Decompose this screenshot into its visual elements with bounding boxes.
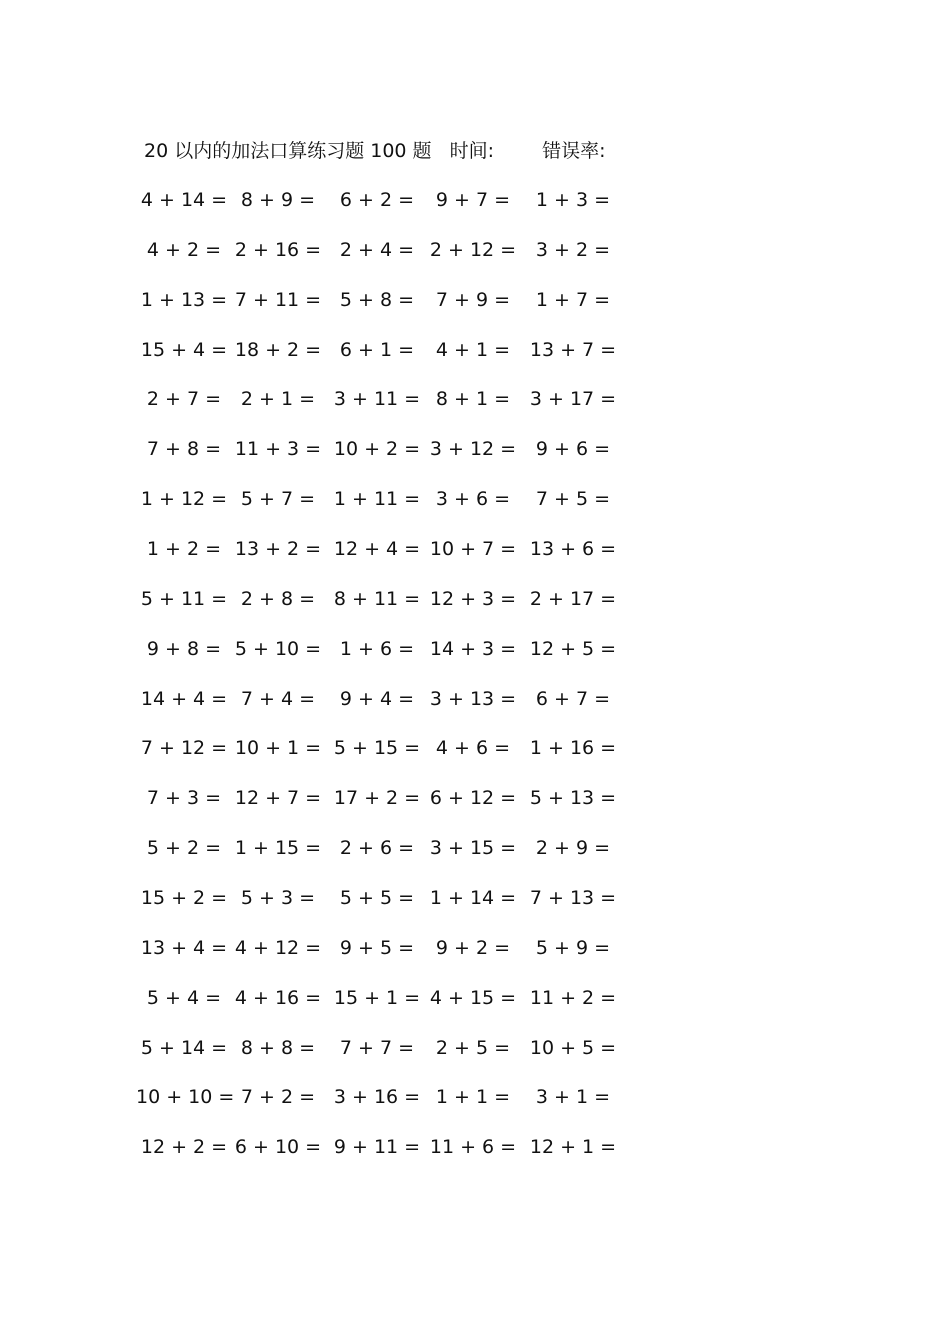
addition-problem: 7 + 9 = bbox=[435, 288, 511, 311]
addition-problem: 2 + 5 = bbox=[435, 1036, 511, 1059]
addition-problem: 7 + 7 = bbox=[339, 1036, 415, 1059]
addition-problem: 12 + 2 = bbox=[140, 1136, 228, 1159]
addition-problem: 14 + 4 = bbox=[140, 687, 228, 710]
addition-problem: 7 + 8 = bbox=[146, 438, 222, 461]
addition-problem: 11 + 2 = bbox=[529, 986, 617, 1009]
error-rate-label: 错误率: bbox=[542, 140, 606, 162]
addition-problem: 11 + 6 = bbox=[429, 1136, 517, 1159]
addition-problem: 9 + 5 = bbox=[339, 936, 415, 959]
time-label: 时间: bbox=[449, 140, 495, 162]
addition-problem: 7 + 3 = bbox=[146, 787, 222, 810]
addition-problem: 3 + 1 = bbox=[535, 1086, 611, 1109]
addition-problem: 3 + 13 = bbox=[429, 687, 517, 710]
addition-problem: 2 + 17 = bbox=[529, 587, 617, 610]
problem-row bbox=[0, 285, 950, 315]
addition-problem: 1 + 3 = bbox=[535, 189, 611, 211]
addition-problem: 6 + 12 = bbox=[429, 787, 517, 810]
addition-problem: 10 + 7 = bbox=[429, 538, 517, 560]
addition-problem: 1 + 6 = bbox=[339, 637, 415, 660]
addition-problem: 9 + 7 = bbox=[435, 189, 511, 211]
addition-problem: 18 + 2 = bbox=[234, 338, 322, 361]
addition-problem: 10 + 5 = bbox=[529, 1036, 617, 1059]
problem-row bbox=[0, 1132, 950, 1162]
problem-row bbox=[0, 983, 950, 1013]
addition-problem: 1 + 16 = bbox=[529, 737, 617, 760]
problem-row bbox=[0, 235, 950, 265]
addition-problem: 2 + 1 = bbox=[240, 388, 316, 411]
addition-problem: 1 + 13 = bbox=[140, 288, 228, 311]
addition-problem: 12 + 3 = bbox=[429, 587, 517, 610]
problem-row bbox=[0, 484, 950, 514]
addition-problem: 6 + 10 = bbox=[234, 1136, 322, 1159]
addition-problem: 2 + 12 = bbox=[429, 238, 517, 261]
addition-problem: 3 + 17 = bbox=[529, 388, 617, 411]
addition-problem: 5 + 4 = bbox=[146, 986, 222, 1009]
problem-row bbox=[0, 384, 950, 414]
addition-problem: 15 + 2 = bbox=[140, 886, 228, 909]
problem-row bbox=[0, 584, 950, 614]
addition-problem: 5 + 2 = bbox=[146, 837, 222, 860]
addition-problem: 17 + 2 = bbox=[333, 787, 421, 810]
addition-problem: 14 + 3 = bbox=[429, 637, 517, 660]
addition-problem: 2 + 8 = bbox=[240, 587, 316, 610]
addition-problem: 11 + 3 = bbox=[234, 438, 322, 461]
addition-problem: 7 + 13 = bbox=[529, 886, 617, 909]
addition-problem: 12 + 4 = bbox=[333, 538, 421, 560]
addition-problem: 5 + 3 = bbox=[240, 886, 316, 909]
addition-problem: 7 + 4 = bbox=[240, 687, 316, 710]
addition-problem: 8 + 11 = bbox=[333, 587, 421, 610]
problem-row bbox=[0, 933, 950, 963]
addition-problem: 2 + 9 = bbox=[535, 837, 611, 860]
addition-problem: 7 + 5 = bbox=[535, 488, 611, 511]
addition-problem: 5 + 14 = bbox=[140, 1036, 228, 1059]
addition-problem: 3 + 15 = bbox=[429, 837, 517, 860]
problem-row bbox=[0, 783, 950, 813]
problem-row bbox=[0, 1082, 950, 1112]
addition-problem: 13 + 4 = bbox=[140, 936, 228, 959]
addition-problem: 9 + 2 = bbox=[435, 936, 511, 959]
addition-problem: 3 + 2 = bbox=[535, 238, 611, 261]
addition-problem: 6 + 7 = bbox=[535, 687, 611, 710]
addition-problem: 4 + 2 = bbox=[146, 238, 222, 261]
problem-row bbox=[0, 634, 950, 664]
problem-row bbox=[0, 684, 950, 714]
addition-problem: 10 + 1 = bbox=[234, 737, 322, 760]
addition-problem: 5 + 8 = bbox=[339, 288, 415, 311]
addition-problem: 6 + 2 = bbox=[339, 189, 415, 211]
addition-problem: 3 + 16 = bbox=[333, 1086, 421, 1109]
addition-problem: 5 + 10 = bbox=[234, 637, 322, 660]
addition-problem: 1 + 7 = bbox=[535, 288, 611, 311]
addition-problem: 2 + 4 = bbox=[339, 238, 415, 261]
addition-problem: 3 + 6 = bbox=[435, 488, 511, 511]
addition-problem: 9 + 11 = bbox=[333, 1136, 421, 1159]
addition-problem: 2 + 16 = bbox=[234, 238, 322, 261]
addition-problem: 4 + 6 = bbox=[435, 737, 511, 760]
addition-problem: 1 + 14 = bbox=[429, 886, 517, 909]
worksheet-title: 20 以内的加法口算练习题 100 题 bbox=[144, 140, 432, 162]
addition-problem: 12 + 1 = bbox=[529, 1136, 617, 1159]
addition-problem: 3 + 12 = bbox=[429, 438, 517, 461]
addition-problem: 4 + 16 = bbox=[234, 986, 322, 1009]
addition-problem: 2 + 7 = bbox=[146, 388, 222, 411]
addition-problem: 5 + 5 = bbox=[339, 886, 415, 909]
problem-row bbox=[0, 1033, 950, 1063]
addition-problem: 1 + 2 = bbox=[146, 538, 222, 560]
addition-problem: 5 + 13 = bbox=[529, 787, 617, 810]
addition-problem: 1 + 1 = bbox=[435, 1086, 511, 1109]
addition-problem: 15 + 4 = bbox=[140, 338, 228, 361]
addition-problem: 13 + 2 = bbox=[234, 538, 322, 560]
addition-problem: 8 + 8 = bbox=[240, 1036, 316, 1059]
addition-problem: 8 + 9 = bbox=[240, 189, 316, 211]
addition-problem: 13 + 7 = bbox=[529, 338, 617, 361]
addition-problem: 3 + 11 = bbox=[333, 388, 421, 411]
addition-problem: 4 + 15 = bbox=[429, 986, 517, 1009]
problem-row bbox=[0, 185, 950, 215]
addition-problem: 9 + 6 = bbox=[535, 438, 611, 461]
addition-problem: 1 + 12 = bbox=[140, 488, 228, 511]
addition-problem: 9 + 4 = bbox=[339, 687, 415, 710]
addition-problem: 1 + 11 = bbox=[333, 488, 421, 511]
problem-row bbox=[0, 733, 950, 763]
addition-problem: 8 + 1 = bbox=[435, 388, 511, 411]
problem-row bbox=[0, 434, 950, 464]
addition-problem: 15 + 1 = bbox=[333, 986, 421, 1009]
addition-problem: 10 + 2 = bbox=[333, 438, 421, 461]
addition-problem: 7 + 11 = bbox=[234, 288, 322, 311]
problem-row bbox=[0, 833, 950, 863]
addition-problem: 10 + 10 = bbox=[136, 1086, 235, 1109]
addition-problem: 5 + 15 = bbox=[333, 737, 421, 760]
addition-problem: 5 + 7 = bbox=[240, 488, 316, 511]
addition-problem: 7 + 2 = bbox=[240, 1086, 316, 1109]
addition-problem: 6 + 1 = bbox=[339, 338, 415, 361]
addition-problem: 13 + 6 = bbox=[529, 538, 617, 560]
addition-problem: 5 + 11 = bbox=[140, 587, 228, 610]
addition-problem: 1 + 15 = bbox=[234, 837, 322, 860]
addition-problem: 4 + 12 = bbox=[234, 936, 322, 959]
addition-problem: 4 + 1 = bbox=[435, 338, 511, 361]
addition-problem: 5 + 9 = bbox=[535, 936, 611, 959]
addition-problem: 2 + 6 = bbox=[339, 837, 415, 860]
addition-problem: 4 + 14 = bbox=[140, 189, 228, 211]
addition-problem: 7 + 12 = bbox=[140, 737, 228, 760]
problem-row bbox=[0, 534, 950, 564]
problem-row bbox=[0, 335, 950, 365]
problem-row bbox=[0, 883, 950, 913]
addition-problem: 9 + 8 = bbox=[146, 637, 222, 660]
addition-problem: 12 + 7 = bbox=[234, 787, 322, 810]
addition-problem: 12 + 5 = bbox=[529, 637, 617, 660]
